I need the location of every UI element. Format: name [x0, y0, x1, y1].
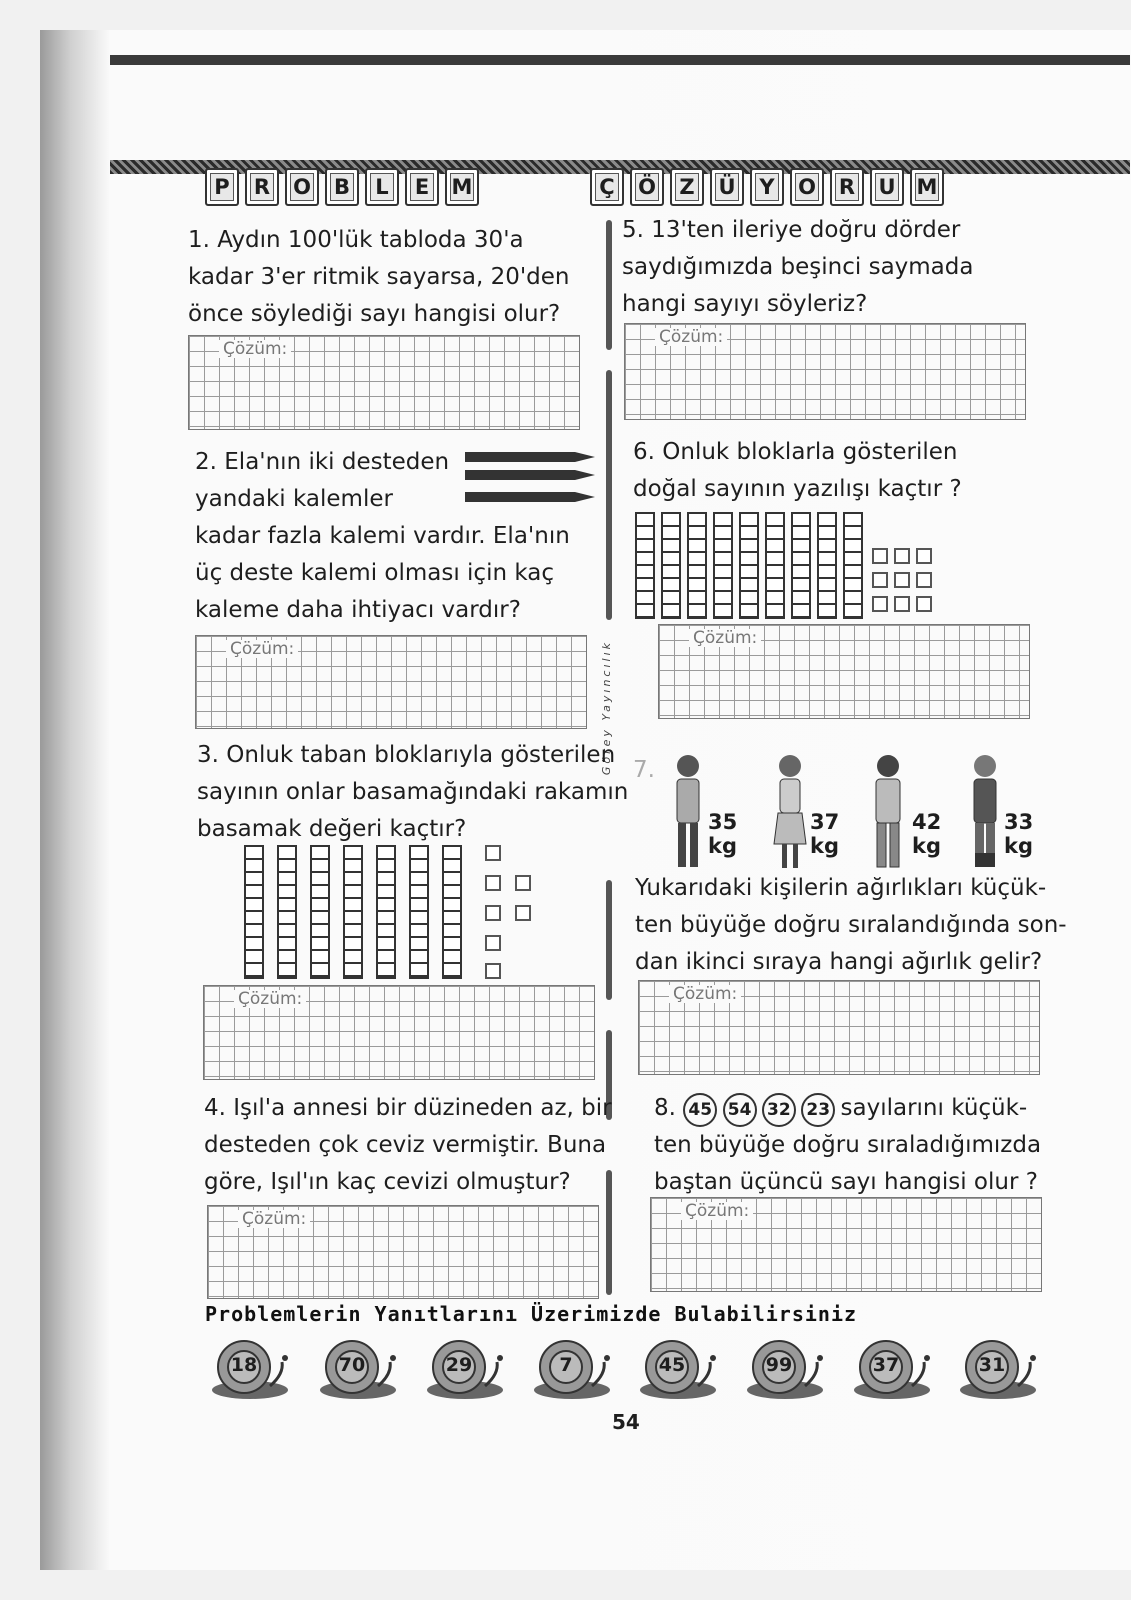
question-1: 1. Aydın 100'lük tabloda 30'a kadar 3'er ritmik sayarsa, 20'den önce söylediği sayı hangisi olur?	[188, 227, 570, 327]
unit-cube	[485, 963, 501, 979]
ten-rod	[765, 512, 785, 619]
left-letter-tile: P	[205, 168, 239, 206]
pencil-divider	[606, 880, 612, 1000]
right-letter-tile: Ü	[710, 168, 744, 206]
ten-rod	[409, 845, 429, 979]
weight-label: 35 kg	[708, 810, 738, 858]
ten-rod	[310, 845, 330, 979]
solution-label: Çözüm:	[226, 640, 298, 658]
right-letter-tile: R	[830, 168, 864, 206]
snail-number: 99	[765, 1354, 793, 1376]
solution-grid-8[interactable]	[650, 1197, 1042, 1292]
snail-answer	[852, 1334, 942, 1404]
weight-label: 42 kg	[912, 810, 942, 858]
solution-grid-4[interactable]	[207, 1205, 599, 1299]
left-letter-tile: O	[285, 168, 319, 206]
snail-answer	[745, 1334, 835, 1404]
left-letter-tile: M	[445, 168, 479, 206]
unit-cube	[916, 572, 932, 588]
unit-cube	[872, 572, 888, 588]
left-letter-tile: R	[245, 168, 279, 206]
top-border	[110, 55, 1130, 65]
unit-cube	[872, 596, 888, 612]
solution-label: Çözüm:	[234, 990, 306, 1008]
snail-number: 18	[230, 1354, 258, 1376]
solution-grid-6[interactable]	[658, 624, 1030, 719]
number-circle: 45	[683, 1093, 717, 1127]
ten-rod	[661, 512, 681, 619]
ten-rod	[713, 512, 733, 619]
question-2: 2. Ela'nın iki desteden yandaki kalemler kadar fazla kalemi vardır. Ela'nın üç deste kalemi olması için kaç kaleme daha ihtiyacı vardır?	[195, 449, 570, 623]
unit-cube	[485, 905, 501, 921]
pencil-divider	[606, 220, 612, 350]
pencil-icon	[465, 452, 575, 462]
header-problem	[205, 168, 479, 206]
right-letter-tile: O	[790, 168, 824, 206]
ten-rod	[442, 845, 462, 979]
question-4: 4. Işıl'a annesi bir düzineden az, bir desteden çok ceviz vermiştir. Buna göre, Işıl'ın kaç cevizi olmuştur?	[204, 1095, 612, 1195]
snail-answer	[638, 1334, 728, 1404]
question-7-number: 7.	[633, 757, 655, 783]
header-cozuyorum	[590, 168, 944, 206]
ten-rod	[843, 512, 863, 619]
ten-rod	[376, 845, 396, 979]
page-number: 54	[612, 1410, 640, 1434]
weight-label: 33 kg	[1004, 810, 1034, 858]
unit-cube	[894, 572, 910, 588]
number-circle: 32	[762, 1093, 796, 1127]
right-letter-tile: Ö	[630, 168, 664, 206]
question-5: 5. 13'ten ileriye doğru dörder saydığımızda beşinci saymada hangi sayıyı söyleriz?	[622, 217, 974, 317]
unit-cube	[894, 548, 910, 564]
question-6: 6. Onluk bloklarla gösterilen doğal sayının yazılışı kaçtır ?	[633, 439, 962, 502]
weight-label: 37 kg	[810, 810, 840, 858]
number-circle: 23	[801, 1093, 835, 1127]
unit-cube	[872, 548, 888, 564]
ten-rod	[687, 512, 707, 619]
left-letter-tile: L	[365, 168, 399, 206]
right-letter-tile: Ç	[590, 168, 624, 206]
question-3: 3. Onluk taban bloklarıyla gösterilen sayının onlar basamağındaki rakamın basamak değeri kaçtır?	[197, 742, 629, 842]
unit-cube	[515, 875, 531, 891]
child-figure-icon	[965, 752, 1005, 870]
unit-cube	[515, 905, 531, 921]
child-figure-icon	[668, 752, 708, 870]
solution-label: Çözüm:	[238, 1210, 310, 1228]
snail-answer	[958, 1334, 1048, 1404]
right-letter-tile: M	[910, 168, 944, 206]
ten-rod	[343, 845, 363, 979]
solution-grid-1[interactable]	[188, 335, 580, 430]
snail-answer	[318, 1334, 408, 1404]
snail-answer	[210, 1334, 300, 1404]
snail-number: 70	[338, 1354, 366, 1376]
right-letter-tile: Y	[750, 168, 784, 206]
solution-grid-3[interactable]	[203, 985, 595, 1080]
unit-cube	[485, 935, 501, 951]
ten-rod	[817, 512, 837, 619]
unit-cube	[485, 845, 501, 861]
ten-rod	[277, 845, 297, 979]
unit-cube	[894, 596, 910, 612]
unit-cube	[485, 875, 501, 891]
ten-rod	[739, 512, 759, 619]
snail-number: 31	[978, 1354, 1006, 1376]
solution-label: Çözüm:	[689, 629, 761, 647]
solution-label: Çözüm:	[669, 985, 741, 1003]
ten-rod	[635, 512, 655, 619]
solution-label: Çözüm:	[219, 340, 291, 358]
unit-cube	[916, 548, 932, 564]
pencil-icon	[465, 492, 575, 502]
solution-grid-5[interactable]	[624, 323, 1026, 420]
snail-answer	[425, 1334, 515, 1404]
ten-rod	[791, 512, 811, 619]
answers-title: Problemlerin Yanıtlarını Üzerimizde Bulabilirsiniz	[205, 1302, 858, 1326]
right-letter-tile: U	[870, 168, 904, 206]
snail-answer	[532, 1334, 622, 1404]
right-letter-tile: Z	[670, 168, 704, 206]
snail-number: 45	[658, 1354, 686, 1376]
pencil-icon	[465, 470, 575, 480]
question-8: 8. 45 54 32 23 sayılarını küçük- ten büyüğe doğru sıraladığımızda baştan üçüncü sayı hangisi olur ?	[654, 1095, 1042, 1195]
solution-grid-7[interactable]	[638, 980, 1040, 1075]
unit-cube	[916, 596, 932, 612]
left-letter-tile: E	[405, 168, 439, 206]
snail-number: 7	[559, 1354, 573, 1376]
snail-number: 37	[872, 1354, 900, 1376]
child-figure-icon	[770, 752, 810, 870]
pencil-divider	[606, 370, 612, 620]
solution-label: Çözüm:	[681, 1202, 753, 1220]
question-7: Yukarıdaki kişilerin ağırlıkları küçük- ten büyüğe doğru sıralandığında son- dan ikinci sıraya hangi ağırlık gelir?	[635, 875, 1067, 975]
ten-rod	[244, 845, 264, 979]
publisher-vertical: Görey Yayıncılık	[600, 640, 613, 776]
child-figure-icon	[868, 752, 908, 870]
solution-label: Çözüm:	[655, 328, 727, 346]
number-circle: 54	[723, 1093, 757, 1127]
solution-grid-2[interactable]	[195, 635, 587, 729]
snail-number: 29	[445, 1354, 473, 1376]
left-letter-tile: B	[325, 168, 359, 206]
